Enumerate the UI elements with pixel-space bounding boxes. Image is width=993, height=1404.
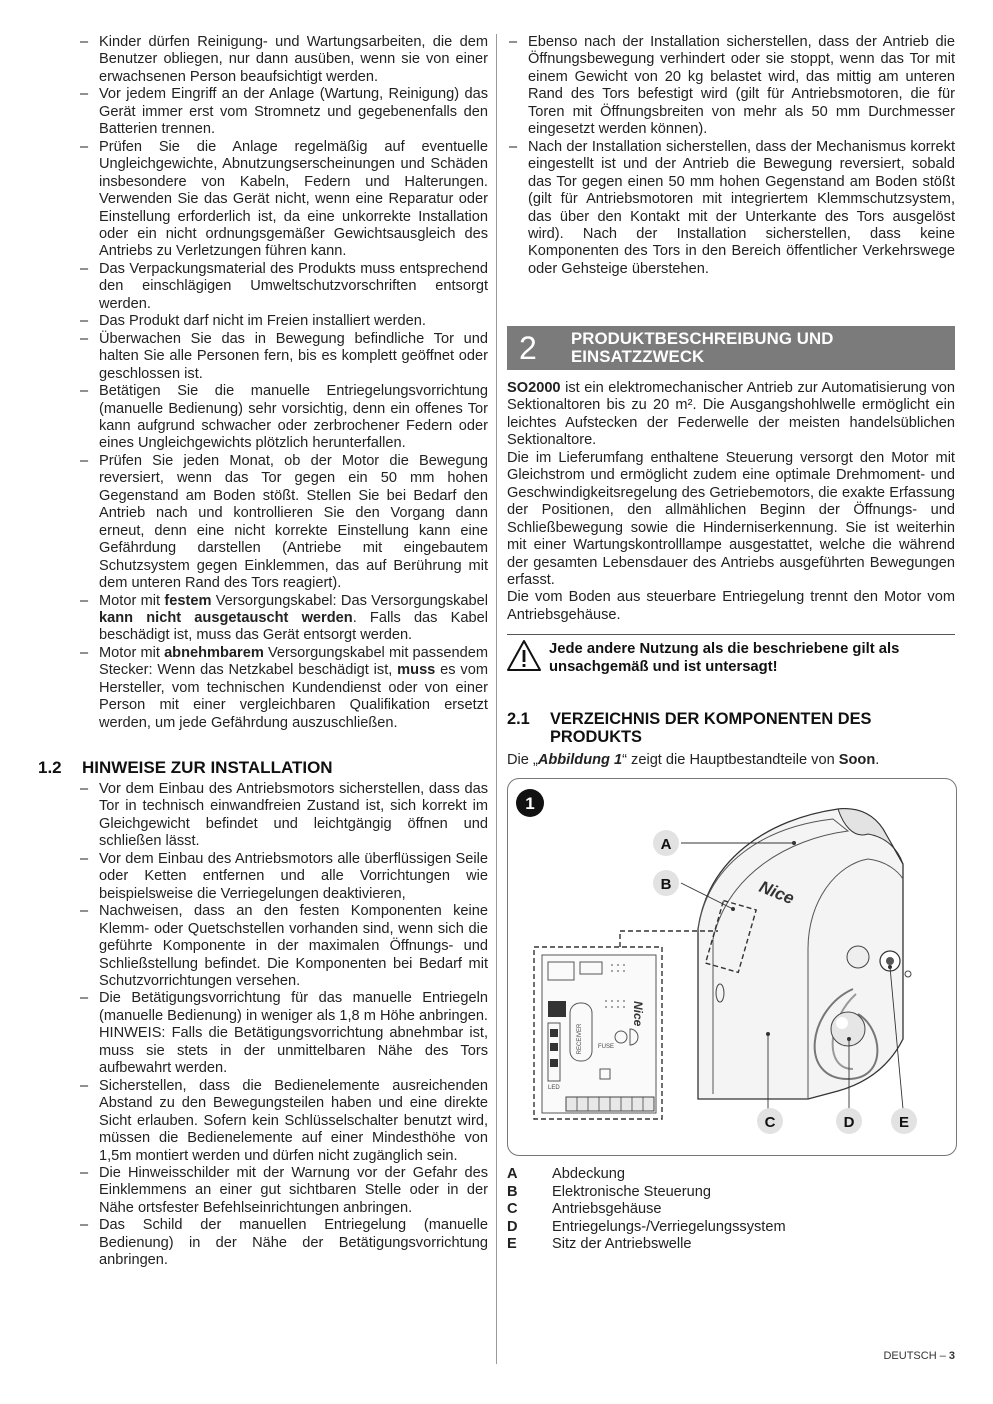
svg-text:D: D [843,1114,855,1131]
board-receiver-label: RECEIVER [577,1023,583,1055]
callout-d [836,1108,862,1134]
figure-number: 1 [525,794,535,813]
list-item: – Prüfen Sie die Anlage regelmäßig auf eventuelle Ungleichgewichte, Abnutzungserscheinungen und Schäden insbesondere von Kabeln, Federn und Halterungen. Verwenden Sie das Gerät nicht, wenn eine Reparatur oder Einstellung erforderlich ist, da eine unkorrekte Installation oder ein nicht ordnungsgemäßer Gewichtsausgleich des Antriebs zu Verletzungen führen kann. [78,139,488,261]
paragraph: Die vom Boden aus steuerbare Entriegelung trennt den Motor vom Antriebsgehäuse. [507,589,955,623]
list-item: – Vor dem Einbau des Antriebsmotors alle überflüssigen Seile oder Ketten entfernen und alle Vorrichtungen wie beispielsweise die Verriegelungen deaktivieren, [78,851,488,903]
section-heading-1-2: 1.2 HINWEISE ZUR INSTALLATION [38,758,333,777]
right-column [507,34,955,278]
svg-text:A: A [660,836,672,853]
figure-legend [507,1166,955,1254]
legend-item: D Entriegelungs-/Verriegelungssystem [507,1218,786,1235]
list-item: – Die Hinweisschilder mit der Warnung vor der Gefahr des Einklemmens an einer gut sichtbaren Stelle oder in der Nähe ortsfester Befehlseinrichtungen anbringen. [78,1165,488,1217]
list-item: – Das Verpackungsmaterial des Produkts muss entsprechend den einschlägigen Umweltschutzvorschriften entsorgt werden. [78,261,488,313]
list-item: – Ebenso nach der Installation sicherstellen, dass der Antrieb die Öffnungsbewegung verhindert oder sie stoppt, wenn das Tor mit einem Gewicht von 20 kg belastet wird, das mittig am unteren Rand des Tors befestigt wird (gilt für Antriebsmotoren, die für Toren mit Öffnungsbreiten von mehr als 50 mm Durchmesser eingesetzt werden können). [507,34,955,139]
section-heading-2-1: 2.1 VERZEICHNIS DER KOMPONENTEN DES PRODUKTS [507,710,872,746]
callout-e [891,1108,917,1134]
section-title: PRODUKTBESCHREIBUNG UND EINSATZZWECK [571,329,834,366]
legend-item: A Abdeckung [507,1166,626,1182]
column-divider [496,34,497,1364]
list-item: – Sicherstellen, dass die Bedienelemente ausreichenden Abstand zu den Bewegungsteilen haben und eine direkte Sicht erlauben. Sofern kein Schlüsselschalter benutzt wird, müssen die Bedienelemente auf einer Mindesthöhe von 1,5m montiert werden und dürfen nicht zugänglich sein. [78,1078,488,1165]
list-item: – Prüfen Sie jeden Monat, ob der Motor die Bewegung reversiert, wenn das Tor gegen ein 50 mm hohen Gegenstand am Boden stößt. Stellen Sie bei Bedarf den Antrieb nach und kontrollieren Sie den Vorgang dann erneut, denn eine nicht korrekte Einstellung kann eine Gefährdung darstellen (Antriebe mit eingebautem Schutzsystem gegen Einklemmen, das auf Berührung mit dem unteren Rand des Tors reagiert). [78,453,488,593]
list-item: – Nach der Installation sicherstellen, dass der Mechanismus korrekt eingestellt ist und der Antrieb die Bewegung reversiert, sobald das Tor gegen einen 50 mm hohen Gegenstand am Boden stößt (gilt für Antriebsmotoren mit integriertem Klemmschutzsystem, das über den Kontakt mit der Unterkante des Tors ausgelöst wird). Nach der Installation sicherstellen, dass keine Komponenten des Tors in den Bereich öffentlicher Verkehrswege oder Gehsteige überstehen. [507,139,955,279]
list-item: – Das Produkt darf nicht im Freien installiert werden. [78,313,488,330]
legend-item: C Antriebsgehäuse [507,1201,662,1218]
list-item: – Vor jedem Eingriff an der Anlage (Wartung, Reinigung) das Gerät immer erst vom Stromnetz und gegebenenfalls den Batterien trennen. [78,86,488,138]
installation-notes [78,781,488,1270]
board-led-label: LED [548,1085,560,1091]
safety-list [78,34,488,732]
page-footer: DEUTSCH – 3 [883,1350,955,1362]
brand-logo: Nice [756,877,797,909]
list-item: – Überwachen Sie das in Bewegung befindliche Tor und halten Sie alle Personen fern, bis es komplett geöffnet oder geschlossen ist. [78,331,488,383]
list-item: – Kinder dürfen Reinigung- und Wartungsarbeiten, die dem Benutzer obliegen, nur dann ausüben, wenn sie von einer erwachsenen Person beaufsichtigt werden. [78,34,488,86]
callout-c [757,1108,783,1134]
list-item: – Das Schild der manuellen Entriegelung (manuelle Bedienung) in der Nähe der Betätigungsvorrichtung anbringen. [78,1217,488,1269]
svg-text:B: B [660,876,672,893]
left-column [78,34,488,732]
callout-a [653,830,679,856]
callout-b [653,870,679,896]
svg-text:E: E [898,1114,910,1131]
legend-item: E Sitz der Antriebswelle [507,1236,692,1253]
legend-item: B Elektronische Steuerung [507,1183,712,1200]
list-item: – Vor dem Einbau des Antriebsmotors sicherstellen, dass das Tor in technisch einwandfreien Zustand ist, sich korrekt im Gleichgewicht befindet und leichtgängig öffnen und schließen lässt. [78,781,488,851]
figure-intro: Die „Abbildung 1“ zeigt die Hauptbestandteile von Soon. [507,752,880,768]
list-item-fixed-cable: – Motor mit festem Versorgungskabel: Das Versorgungskabel kann nicht ausgetauscht werden. Falls das Kabel beschädigt ist, muss das Gerät entsorgt werden. [78,593,488,645]
figure-1 [507,778,957,1156]
product-description [507,380,955,624]
paragraph: SO2000 ist ein elektromechanischer Antrieb zur Automatisierung von Sektionaltoren bis zu 20 m². Die Ausgangshohlwelle ermöglicht ein leichtes Aufstecken der Federwelle der meisten handelsüblichen Sektionaltore. [507,380,955,449]
board-fuse-label: FUSE [598,1044,615,1050]
list-item: – Nachweisen, dass an den festen Komponenten keine Klemm- oder Quetschstellen vorhanden sind, wenn sich die geführte Komponente in der maximalen Öffnungs- und Schließstellung befindet. Die Komponenten bei Bedarf mit Schutzvorrichtungen versehen. [78,903,488,990]
product-illustration [508,779,956,1155]
list-item-removable-cable: – Motor mit abnehmbarem Versorgungskabel mit passendem Stecker: Wenn das Netzkabel beschädigt ist, muss es vom Hersteller, vom technischen Kundendienst oder von einer Person mit einer vergleichbaren Qualifikation ersetzt werden, um jede Gefährdung auszuschließen. [78,645,488,732]
warning-text: Jede andere Nutzung als die beschriebene gilt als unsachgemäß und ist untersagt! [549,641,900,675]
section-banner-2 [507,326,955,370]
warning-rule [507,634,955,635]
board-brand-logo: Nice [631,1001,645,1027]
svg-text:C: C [764,1114,776,1131]
list-item: – Betätigen Sie die manuelle Entriegelungsvorrichtung (manuelle Bedienung) sehr vorsichtig, denn ein offenes Tor kann aufgrund schwacher oder zerbrochener Federn oder eines Ungleichgewichts plötzlich herunterfallen. [78,383,488,453]
page-number: 3 [948,1350,955,1362]
list-item: – Die Betätigungsvorrichtung für das manuelle Entriegeln (manuelle Bedienung) in weniger als 1,8 m Höhe anbringen. HINWEIS: Falls die Betätigungsvorrichtung abnehmbar ist, muss sie stets in der unmittelbaren Nähe des Tors aufbewahrt werden. [78,990,488,1077]
warning-triangle-icon [506,639,542,678]
section-number: 2 [519,330,537,366]
paragraph: Die im Lieferumfang enthaltene Steuerung versorgt den Motor mit Gleichstrom und ermöglicht zudem eine optimale Drehmoment- und Geschwindigkeitsregelung des Getriebemotors, die exakte Erfassung der Positionen, den allmählichen Beginn der Öffnungs- und Schließbewegung sowie die Hinderniserkennung. Sie ist weiterhin mit einer Wartungskontrolllampe ausgestattet, welche die während der gesamten Lebensdauer des Antriebs ausgeführten Bewegungen erfasst. [507,449,955,588]
